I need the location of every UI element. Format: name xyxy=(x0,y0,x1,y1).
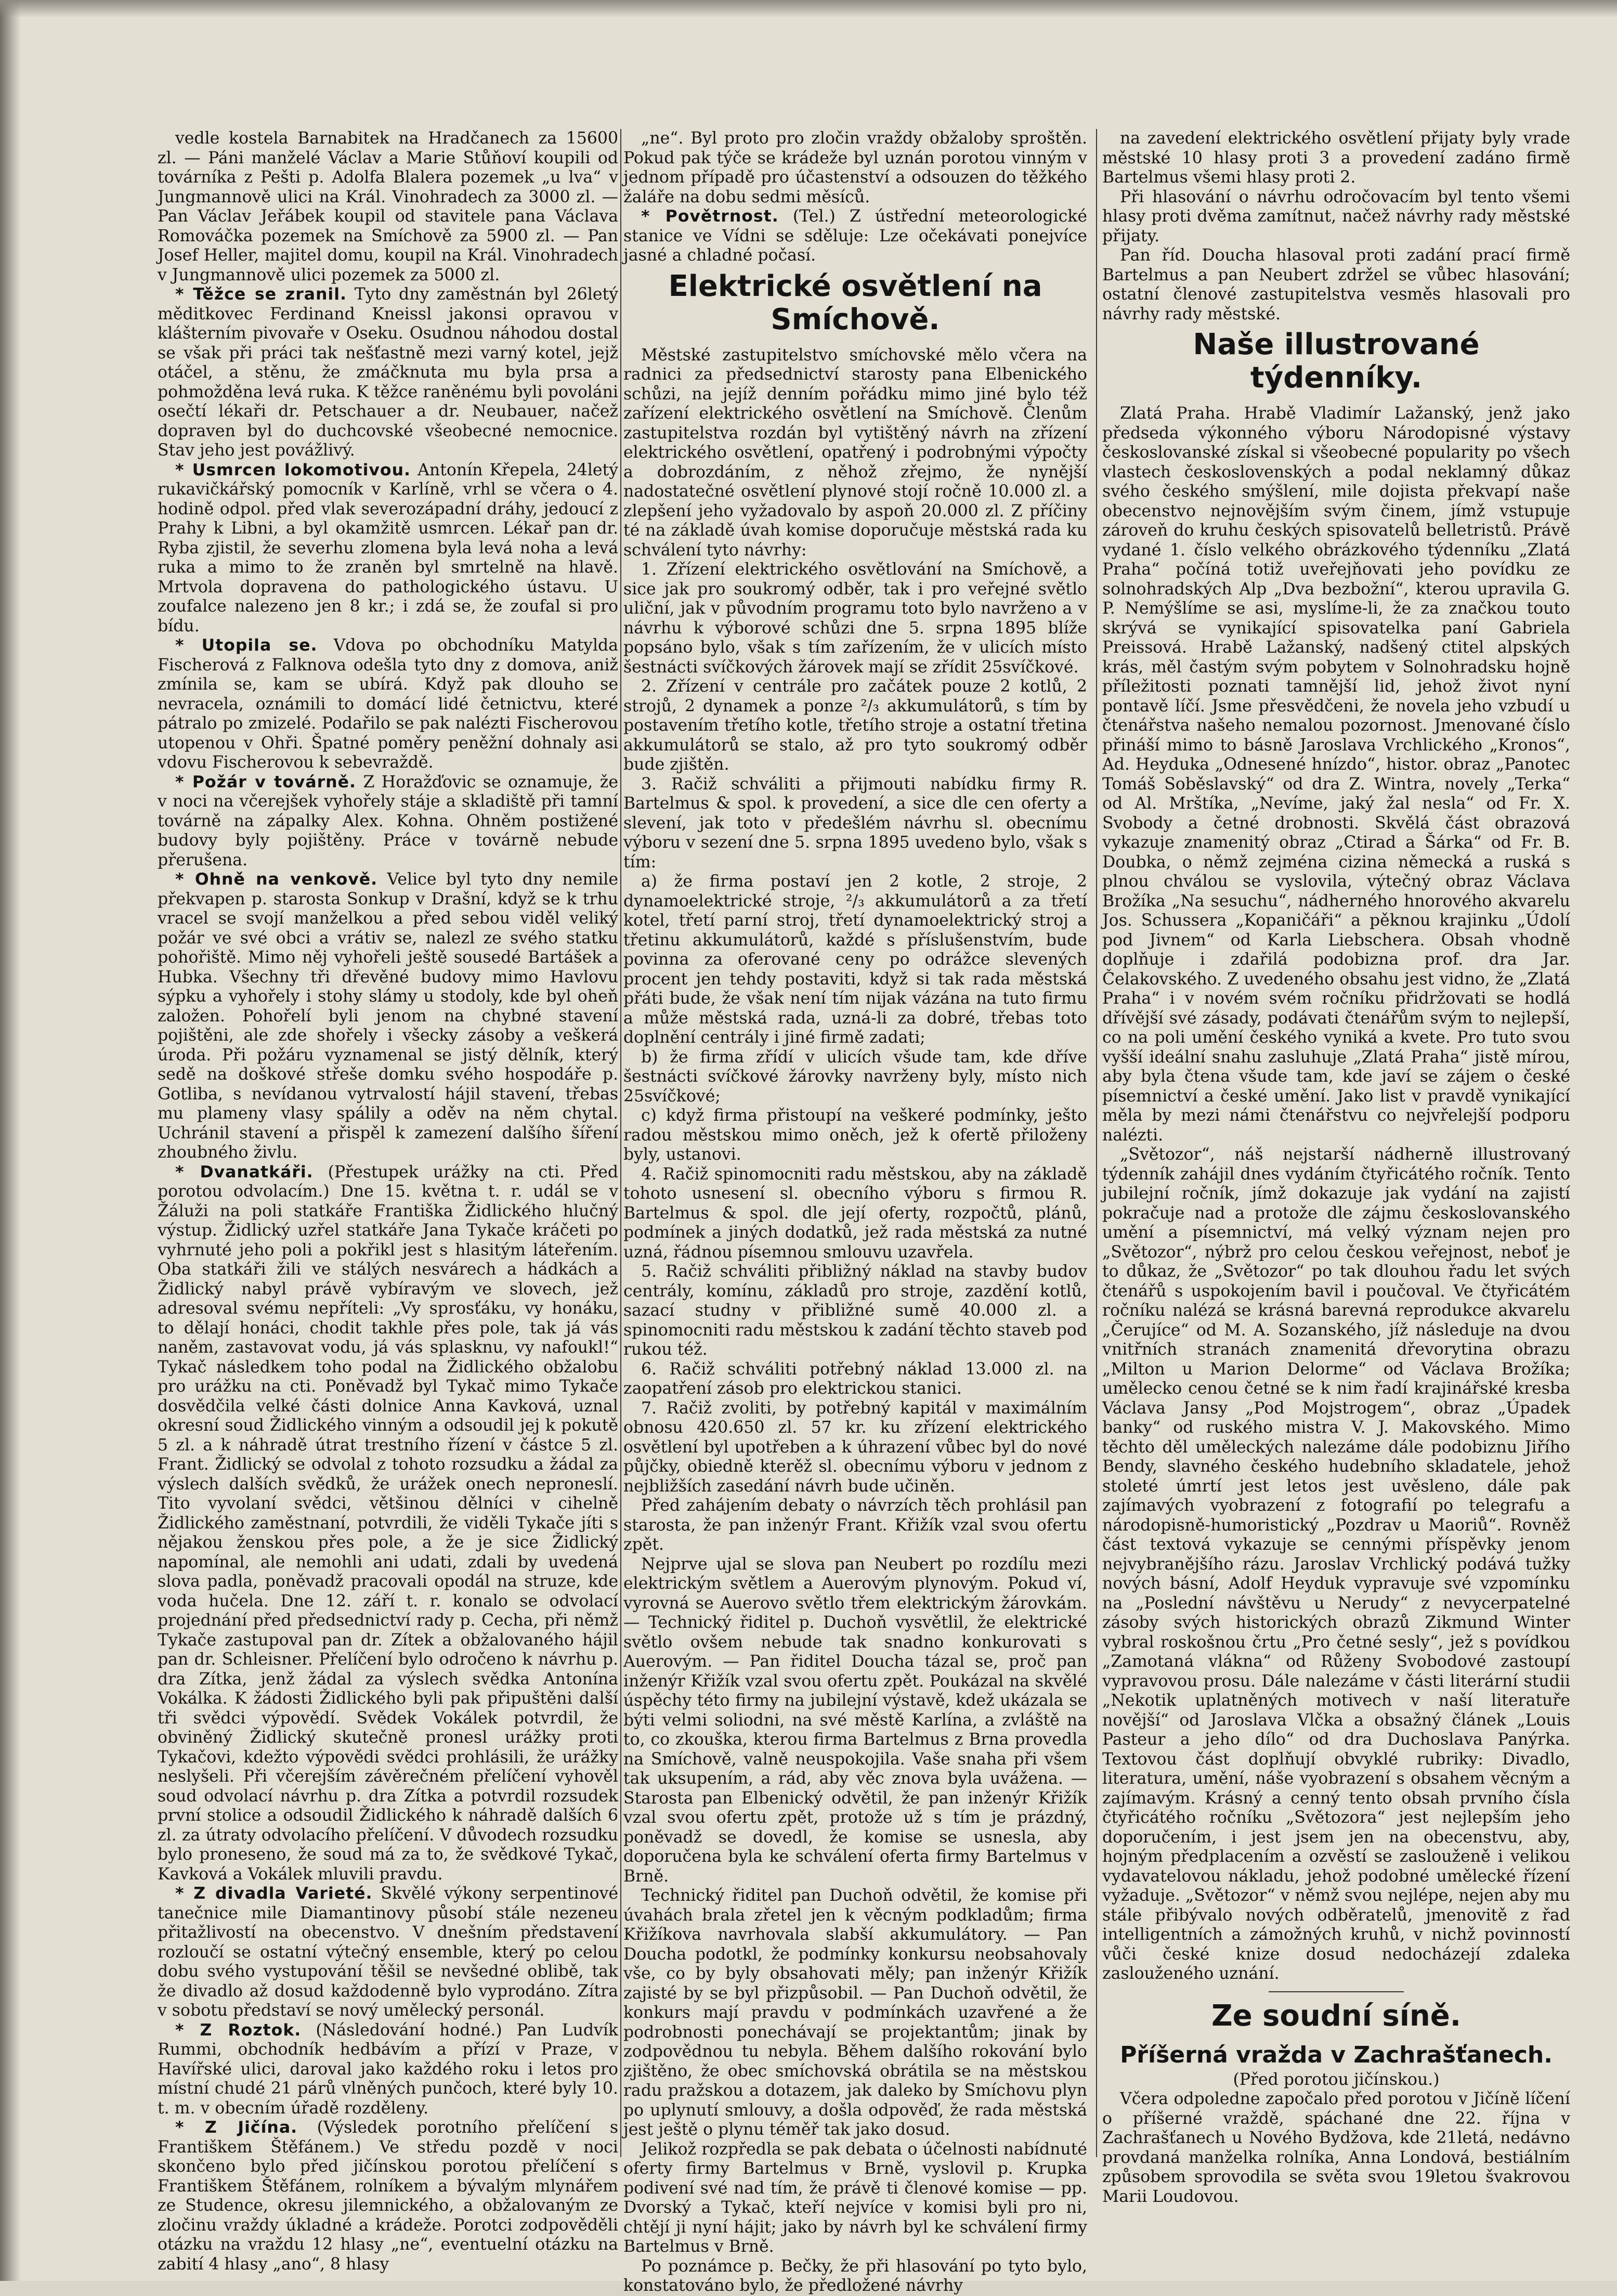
article-body: (Následování hodné.) Pan Ludvík Rummi, obchodník hedbávím a přízí v Praze, v Havířské ulici, daroval jako každého roku i letos pro místní chudé 21 párů vlněných punčoch, které byly 10. t. m. v obecním úřadě rozděleny. xyxy=(158,2020,619,2118)
article-heading: * Usmrcen lokomotivou. xyxy=(175,460,411,479)
paragraph: na zavedení elektrického osvětlení přijaty byly vrade městské 10 hlasy proti 3 a provedení zadáno firmě Bartelmus všemi hlasy proti 2. xyxy=(1102,129,1570,187)
paragraph-zlata-praha: Zlatá Praha. Hrabě Vladimír Lažanský, jenž jako předseda výkonného výboru Národopisné výstavy českoslovanské získal si všeobecné popularity po všech vlastech československých a podal neklamný důkaz svého českého smýšlení, mile dojista překvapí naše obecenstvo nejnovějším svým činem, jímž vstupuje zároveň do kruhu českých spisovatelů belletristů. Právě vydané 1. číslo velkého obrázkového týdenníku „Zlatá Praha“ počíná totiž uveřejňovati jeho povídku ze solnohradských Alp „Dva bezbožní“, kterou upravila G. P. Nemýšlíme se asi, myslíme-li, že za značkou touto skrývá se vynikající spisovatelka paní Gabriela Preissová. Hrabě Lažanský, nadšený ctitel alpských krás, měl častým svým pobytem v Solnohradsku hojně příležitosti poznati tamnější lid, jehož život nyní pontavě líčí. Jsme přesvědčeni, že novela jeho vzbudí u čtenářstva našeho nemalou pozornost. Jmenované číslo přináší mimo to básně Jaroslava Vrchlického „Kronos“, Ad. Heyduka „Odnesené hnízdo“, histor. obraz „Panotec Tomáš Soběslavský“ od dra Z. Wintra, novely „Terka“ od Al. Mrštíka, „Nevíme, jaký žal nesla“ od Fr. X. Svobody a četné drobnosti. Skvělá část obrazová vykazuje znamenitý obraz „Ctirad a Šárka“ od Fr. B. Doubka, o němž zejména cizina německá a ruská s plnou chválou se vyslovila, výtečný obraz Václava Brožíka „Na sesuchu“, nádherného hnorového akvarelu Jos. Schussera „Kopaničáři“ a pěknou krajinku „Údolí pod Jivnem“ od Karla Liebschera. Obsah vhodně doplňuje i zdařilá podobizna prof. dra Jar. Čelakovského. Z uvedeného obsahu jest vidno, že „Zlatá Praha“ i v novém svém ročníku přidržovati se hodlá dřívější své zásady, podávati čtenářům svým to nejlepší, co na poli umění českého vyniká a kvete. Pro tuto svou vyšší ideální snahu zasluhuje „Zlatá Praha“ jistě mírou, aby byla čtena všude tam, kde javí se zájem o české písemnictví a české umění. Jako list v pravdě vynikající měla by mezi námi čtenářstvu co nejvřelejší podporu nalézti. xyxy=(1102,404,1570,1145)
article-heading: * Požár v továrně. xyxy=(175,772,356,792)
page-shadow-top xyxy=(0,0,1617,18)
article-heading: * Ohně na venkově. xyxy=(175,870,378,889)
paragraph: 3. Račiž schváliti a přijmouti nabídku firmy R. Bartelmus & spol. k provedení, a sice dle cen oferty a slevení, jak toto v předešlém návrhu sl. obecnímu výboru v sezení dne 5. srpna 1895 uvedeno bylo, však s tím: xyxy=(623,774,1087,872)
section-title-court: Ze soudní síně. xyxy=(1211,1999,1462,2033)
article-body: (Přestupek urážky na cti. Před porotou odvolacím.) Dne 15. května t. r. udál se v Žáluži na poli statkáře Františka Židlického hlučný výstup. Židlický uzřel statkáře Jana Tykače kráčeti po vyhrnuté jeho poli a pokřikl jest s hlasitým láteřením. Oba statkáři žili ve stálých nesvárech a hádkách a Židlický nabyl právě vybíravým ve slovech, jež adresoval svému nepříteli: „Vy sprosťáku, vy honáku, to dělají honáci, chodit takhle přes pole, tak já vás naněm, zastavovat vodu, já vás splasknu, vy nafoukl!“ Tykač následkem toho podal na Židlického obžalobu pro urážku na cti. Poněvadž byl Tykač mimo Tykače dosvědčila velké části dolnice Anna Kavková, uznal okresní soud Židlického vinným a odsoudil jej k pokutě 5 zl. a k náhradě útrat trestního řízení v částce 5 zl. Frant. Židlický se odvolal z tohoto rozsudku a žádal za výslech dalších svědků, že urážek onech neproneslí. Tito vyvolaní svědci, většinou dělníci v cihelně Židlického zaměstnaní, potvrdili, že viděli Tykače jíti s nějakou ženskou přes pole, a že je sice Židlický napomínal, ale nemohli ani udati, zdali by uvedená slova padla, poněvadž pracovali opodál na struze, kde voda hučela. Dne 12. září t. r. konalo se odvolací projednání před předsednictví rady p. Cecha, při němž Tykače zastupoval pan dr. Zítek a obžalovaného hájil pan dr. Schleisner. Přelíčení bylo odročeno k návrhu p. dra Zítka, jenž žádal za výslech svědka Antonína Vokálka. K žádosti Židlického byli pak připuštěni další tři svědci výpovědí. Svědek Vokálek potvrdil, že obviněný Židlický skutečně pronesl urážky proti Tykačovi, kdežto výpovědi svědci prohlásili, že urážky neslyšeli. Při včerejším závěrečném přelíčení vyhověl soud odvolací návrhu p. dra Zítka a potvrdil rozsudek první stolice a odsoudil Židlického k náhradě dalších 6 zl. za útraty odvolacího přelíčení. V důvodech rozsudku bylo proneseno, že soud má za to, že svědkové Tykač, Kavková a Vokálek mluvili pravdu. xyxy=(158,1162,618,1884)
article-factory-fire xyxy=(158,773,618,871)
column-rule xyxy=(1096,129,1097,2157)
article-body: Vdova po obchodníku Matylda Fischerová z Falknova odešla tyto dny z domova, aniž zmínila se, kam se ubírá. Když pak dlouho se nevracela, oznámili to domácí lidé četnictvu, které pátralo po zmizelé. Podařilo se pak nalézti Fischerovou utopenou v Ohři. Špatné poměry peněžní dohnaly asi vdovu Fischerovou k sebevraždě. xyxy=(158,636,618,772)
paragraph: c) když firma přistoupí na veškeré podmínky, ješto radou městskou mimo oněch, jež k ofertě přiloženy byly, ustanovi. xyxy=(623,1106,1087,1164)
article-injury xyxy=(158,285,618,461)
article-body: Velice byl tyto dny nemile překvapen p. starosta Sonkup v Drašní, když se k trhu vracel se svojí manželkou a před sebou viděl veliký požár ve své obci a vrátiv se, nalezl ze svého statku pohořiště. Mimo něj vyhořeli ještě sousedé Bartášek a Hubka. Všechny tři dřevěné budovy mimo Havlovu sýpku a vyhořely i stohy slámy u stodoly, kde byl oheň založen. Pohořelí byli jenom na chybné stavení pojištěni, ale zde shořely i všecky zásoby a veškerá úroda. Při požáru vyznamenal se jistý dělník, který sedě na doškové střeše domku svého hospodáře p. Gotliba, s nevídanou vytrvalostí hájil stavení, třebas mu plameny vlasy spálily a oděv na něm chytal. Uchránil stavení a přispěl k zamezení dalšího šíření zhoubného živlu. xyxy=(158,870,619,1162)
paragraph-svetozor: „Světozor“, náš nejstarší nádherně illustrovaný týdenník zahájil dnes vydáním čtyřicátého ročník. Tento jubilejní ročník, jímž dokazuje jak vydání na zajistí pokračuje nad a protože dle zájmu českoslovanského umění a písemnictví, má velký význam nejen pro „Světozor“, nýbrž pro celou českou veřejnost, neboť je to důkaz, že „Světozor“ po tak dlouhou řadu let svých čtenářů s uspokojením bavil i poučoval. Ve čtyřicátém ročníku nalézá se krásná barevná reprodukce akvarelu „Čerujíce“ od M. A. Sozanského, jíž následuje na dvou vnitřních stranách znamenitá dřevorytina obrazu „Milton u Marion Delorme“ od Václava Brožíka; umělecko cenou četné se k nim řadí krajinářské kresba Václava Jansy „Pod Mojstrogem“, obraz „Úpadek banky“ od ruského mistra V. J. Makovského. Mimo těchto děl uměleckých nalezáme dále podobiznu Jiřího Bendy, slavného českého hudebního skladatele, jehož stoleté úmrtí jest letos jest uvěsleno, dále pak zajímavých vyobrazení z fotografií po telegrafu a národopisně-humoristický „Pozdrav u Maoriů“. Rovněž část textová vykazuje se cennými příspěvky jenom nejvybranějšího rázu. Jaroslav Vrchlický podává tužky nových básní, Adolf Heyduk vypravuje své vzpomínku na „Poslední návštěvu u Nerudy“ z nevycerpatelné zásoby svých historických obrazů Zikmund Winter vybral roskošnou črtu „Pro četné sesly“, jež s povídkou „Zamotaná vlákna“ od Růženy Svobodové zastoupí vypravovou prosu. Dále nalezáme v části literární studii „Nekotik uplatněných motivech v naší literatuře novější“ od Jaroslava Vlčka a obsažný článek „Louis Pasteur a jeho dílo“ od dra Duchoslava Panýrka. Textovou část doplňují obvyklé rubriky: Divadlo, literatura, umění, náše vyobrazení s obsahem věcným a zajímavým. Krásný a cenný tento obsah prvního čísla čtyřicátého ročníku „Světozora“ jest nejlepším jeho doporučením, i jest jsem jen na obecenstvu, aby, hojným předplacením a ozvěstí se zaslouženě i velikou vydavatelovou nákladu, jehož podobné umělecké řízení vyžaduje. „Světozor“ v němž svou nejlépe, nejen aby mu stále přibývalo nových odběratelů, jmenovitě z řad intelligentních a zámožných kruhů, v nichž povinností vůči české knize dosud nedocházejí zdaleka zaslouženého uznání. xyxy=(1102,1145,1570,1983)
article-variete xyxy=(158,1884,618,2021)
section-title-electric-lighting: Elektrické osvětlení na Smíchově. xyxy=(668,269,1042,336)
paragraph: Jelikož rozpředla se pak debata o účelnosti nabídnuté oferty firmy Bartelmus v Brně, vyslovil p. Krupka podivení své nad tím, že právě ti členové komise — pp. Dvorský a Tykač, kteří nejvíce v komisi byli pro ni, chtějí ji nyní hájit; jako by návrh byl ke schválení firmy Bartelmus v Brně. xyxy=(623,2139,1087,2256)
article-jicin-continued: „ne“. Byl proto pro zločin vraždy obžaloby sproštěn. Pokud pak týče se krádeže byl uznán porotou vinným v jednom případě pro účastenství a odsouzen do těžkého žaláře na dobu sedmi měsíců. xyxy=(623,129,1087,206)
article-title-murder: Příšerná vražda v Zachrašťanech. xyxy=(1120,2041,1553,2068)
paragraph: 7. Račiž zvoliti, by potřebný kapitál v maximálním obnosu 420.650 zl. 57 kr. ku zřízení elektrického osvětlení byl upotřeben a k úhrazení vůbec byl do nové půjčky, obiedně kterěž sl. obecnímu výboru v jednom z nejbližších zasedání návrh bude učiněn. xyxy=(623,1398,1087,1496)
section-divider xyxy=(1269,1991,1404,1992)
paragraph: 1. Zřízení elektrického osvětlování na Smíchově, a sice jak pro soukromý odběr, tak i pro veřejné světlo uliční, jak v původním programu toto bylo navrženo a v návrhu k výborové schůzi dne 5. srpna 1895 blíže popsáno bylo, však s tím zařízením, že v ulicích místo šestnácti svíčkových žárovek mají se zřídit 25svíčkové. xyxy=(623,560,1087,677)
column-2 xyxy=(623,129,1088,2295)
article-body: (Výsledek porotního přelíčení s Františkem Štěfánem.) Ve středu pozdě v noci skončeno bylo před jičínskou porotou přelíčení s Františkem Štěfánem, rolníkem a bývalým mlynářem ze Studence, okresu jilemnického, a obžalovaným ze zločinu vraždy úkladné a krádeže. Porotci zodpověděli otázku na vraždu 12 hlasy „ne“, eventuelní otázku na zabití 4 hlasy „ano“, 8 hlasy xyxy=(158,2118,618,2274)
article-subtitle: (Před porotou jičínskou.) xyxy=(1233,2070,1440,2089)
article-heading: * Z Roztok. xyxy=(175,2020,302,2040)
paragraph: 6. Račiž schváliti potřebný náklad 13.000 zl. na zaopatření zásob pro elektrickou stanici. xyxy=(623,1359,1087,1398)
paragraph: Před zahájením debaty o návrzích těch prohlásil pan starosta, že pan inženýr Frant. Křižík vzal svou ofertu zpět. xyxy=(623,1496,1087,1554)
article-body: Tyto dny zaměstnán byl 26letý měditkovec Ferdinand Kneissl jakonsi opravou v klášterním pivovaře v Oseku. Osudnou náhodou dostal se však při práci tak nešťastně mezi varný kotel, jejž otáčel, a stěnu, že zmáčknuta mu byla prsa a pohmožděna levá ruka. K těžce raněnému byli povoláni osečtí lékaři dr. Petschauer a dr. Neubauer, načež dopraven byl do duchcovské všeobecné nemocnice. Stav jeho jest povážlivý. xyxy=(158,285,618,460)
article-locomotive xyxy=(158,461,618,637)
paragraph: Včera odpoledne započalo před porotou v Jičíně líčení o příšerné vraždě, spáchané dne 22. října v Zachrašťanech u Nového Bydžova, kde 21letá, nedávno provdaná manželka rolníka, Anna Londová, bestiálním způsobem sprovodila se světa svou 19letou švakrovou Marii Loudovou. xyxy=(1102,2090,1570,2206)
article-heading: * Utopila se. xyxy=(175,636,318,655)
paragraph: a) že firma postaví jen 2 kotle, 2 stroje, 2 dynamoelektrické stroje, ²/₃ akkumulátorů a za třetí kotel, třetí parní stroj, třetí dynamoelektrický stroj a třetinu akkumulátorů, každé s příslušenstvím, bude povinna za oferované ceny po odrážce slevených procent jen tehdy postaviti, když si tak rada městská přáti bude, že však není tím nijak vázána na tuto firmu a může městská rada, uzná-li za dobré, třebas toto doplnění centrály i jiné firmě zadati; xyxy=(623,872,1087,1047)
paragraph: b) že firma zřídí v ulicích všude tam, kde dříve šestnácti svíčkové žárovky navrženy byly, místo nich 25svíčkové; xyxy=(623,1047,1087,1106)
article-heading: * Dvanatkáři. xyxy=(175,1162,314,1182)
article-weather xyxy=(623,207,1087,266)
section-title-illustrated-weeklies: Naše illustrované týdenníky. xyxy=(1193,328,1480,395)
article-body: Antonín Křepela, 24letý rukavičkářský pomocník v Karlíně, vrhl se včera o 4. hodině odpol. před vlak severozápadní dráhy, jedoucí z Prahy k Libni, a byl okamžitě usmrcen. Lékař pan dr. Ryba zjistil, že severhu zlomena byla levá noha a levá ruka a mimo to že zraněn byl smrtelně na hlavě. Mrtvola dopravena do pathologického ústavu. U zoufalce nalezeno jen 8 kr.; i zdá se, že zoufal si pro bídu. xyxy=(158,460,618,635)
paragraph: 4. Račiž spinomocniti radu městskou, aby na základě tohoto usnesení sl. obecního výboru s firmou R. Bartelmus & spol. dle její oferty, rozpočtů, plánů, podmínek a jiných dodatků, jež rada městská za nutné uzná, řádnou písemnou smlouvu uzavřela. xyxy=(623,1164,1087,1262)
article-body: (Tel.) Z ústřední meteorologické stanice ve Vídni se sděluje: Lze očekávati ponejvíce jasné a chladné počasí. xyxy=(623,207,1088,265)
paragraph: Technický řiditel pan Duchoň odvětil, že komise při úvahách brala zřetel jen k věcným podkladům; firma Křižíkova navrhovala slabší akkumulátory. — Pan Doucha podotkl, že podmínky konkursu neobsahovaly vše, co by byly obsahovati měly; pan inženýr Křižík zajisté by se byl přizpůsobil. — Pan Duchoň odvětil, že konkurs mají pravdu v podmínkách uzavřené a že podrobnosti ponechávají se projektantům; jinak by zodpovědnou tu nebyla. Během dalšího rokování bylo zjištěno, že obec smíchovská obrátila se na městskou radu pražskou a dotazem, jak daleko by Smíchovu plyn po uplynutí smlouvy, a došla odpověď, že rada městská jest ještě o plynu téměř tak jako dosud. xyxy=(623,1886,1087,2139)
page-shadow-left xyxy=(0,0,21,2281)
article-body: Z Horažďovic se oznamuje, že v noci na včerejšek vyhořely stáje a skladiště při tamní továrně na zápalky Alex. Kohna. Ohněm postižené budovy byly pojištěny. Práce v továrně nebude přerušena. xyxy=(158,772,619,870)
article-heading: * Těžce se zranil. xyxy=(175,285,347,304)
article-heading: * Z Jičína. xyxy=(175,2118,298,2137)
paragraph: 2. Zřízení v centrále pro začátek pouze 2 kotlů, 2 strojů, 2 dynamek a ponze ²/₃ akkumulátorů, s tím by postavením třetího kotle, třetího stroje a ostatní třetina akkumulátorů se stalo, až pro tyto soukromý odběr bude zjištěn. xyxy=(623,677,1087,774)
article-rural-fires xyxy=(158,870,618,1163)
column-1 xyxy=(158,129,619,2274)
column-rule xyxy=(620,129,621,2157)
article-real-estate: vedle kostela Barnabitek na Hradčanech za 15600 zl. — Páni manželé Václav a Marie Stůňoví koupili od továrníka z Pešti p. Adolfa Blalera pozemek „u lva“ v Jungmannově ulici na Král. Vinohradech za 3000 zl. — Pan Václav Jeřábek koupil od stavitele pana Václava Romováčka pozemek na Smíchově za 5900 zl. — Pan Josef Heller, majitel domu, koupil na Král. Vinohradech v Jungmannově ulici pozemek za 5000 zl. xyxy=(158,129,618,284)
column-3 xyxy=(1102,129,1570,2206)
article-landowners xyxy=(158,1163,618,1885)
paragraph: Při hlasování o návrhu odročovacím byl tento všemi hlasy proti dvěma zamítnut, načež návrhy rady městské přijaty. xyxy=(1102,187,1570,245)
paragraph: Po poznámce p. Bečky, že při hlasování po tyto bylo, konstatováno bylo, že předložené návrhy xyxy=(623,2256,1087,2295)
article-roztoky xyxy=(158,2021,618,2119)
paragraph: Městské zastupitelstvo smíchovské mělo včera na radnici za předsednictví starosty pana Elbenického schůzi, na jejíž denním pořádku mimo jiné bylo též zařízení elektrického osvětlení na Smíchově. Členům zastupitelstva rozdán byl vytištěný návrh na zřízení elektrického osvětlení, opatřený i podrobnými výpočty a dobrozdáním, z něhož zřejmo, že nynější nadostatečné osvětlení plynové stojí ročně 10.000 zl. a zlepšení jeho vyžadovalo by aspoň 20.000 zl. Z příčiny té na základě úvah komise doporučuje městská rada ku schválení tyto návrhy: xyxy=(623,345,1087,560)
paragraph: Pan říd. Doucha hlasoval proti zadání prací firmě Bartelmus a pan Neubert zdržel se vůbec hlasování; ostatní členové zastupitelstva vesměs hlasovali pro návrhy rady městské. xyxy=(1102,246,1570,323)
article-drowned xyxy=(158,636,618,773)
article-heading: * Povětrnost. xyxy=(641,207,779,226)
article-body: Skvělé výkony serpentinové tanečnice mile Diamantinovy působí stále nezeneu přitažlivostí na obecenstvo. V dnešním představení rozloučí se ostatní výtečný ensemble, který po celou dobu svého vystupování těšil se nevšedné oblibě, tak že divadlo až dosud každodenně bylo vyprodáno. Zítra v sobotu představí se nový umělecký personál. xyxy=(158,1884,619,2020)
paragraph: Nejprve ujal se slova pan Neubert po rozdílu mezi elektrickým světlem a Auerovým plynovým. Pokud ví, vyrovná se Auerovo světlo třem elektrickým žárovkám. — Technický řiditel p. Duchoň vysvětlil, že elektrické světlo ovšem nebude tak snadno konkurovati s Auerovým. — Pan řiditel Doucha tázal se, proč pan inženýr Křižík vzal svou ofertu zpět. Poukázal na skvělé úspěchy této firmy na jubilejní výstavě, kdež ukázala se býti velmi soliodni, na své městě Karlína, a zvláště na to, co zkouška, kterou firma Bartelmus z Brna provedla na Smíchově, valně neuspokojila. Vaše snaha při všem tak uksupením, a rád, aby věc znova byla uvážena. — Starosta pan Elbenický odvětil, že pan inženýr Křižík vzal svou ofertu zpět, protože už s tím je prázdný, poněvadž se dovedl, že komise se usnesla, aby doporučena byla ke schválení oferta firmy Bartelmus v Brně. xyxy=(623,1554,1087,1886)
article-heading: * Z divadla Varieté. xyxy=(175,1884,373,1903)
article-jicin xyxy=(158,2118,618,2274)
paragraph: 5. Račiž schváliti přibližný náklad na stavby budov centrály, komínu, základů pro stroje, zazdění kotlů, sazací studny v přibližné sumě 40.000 zl. a spinomocniti radu městskou k zadání těchto staveb pod rukou též. xyxy=(623,1262,1087,1359)
